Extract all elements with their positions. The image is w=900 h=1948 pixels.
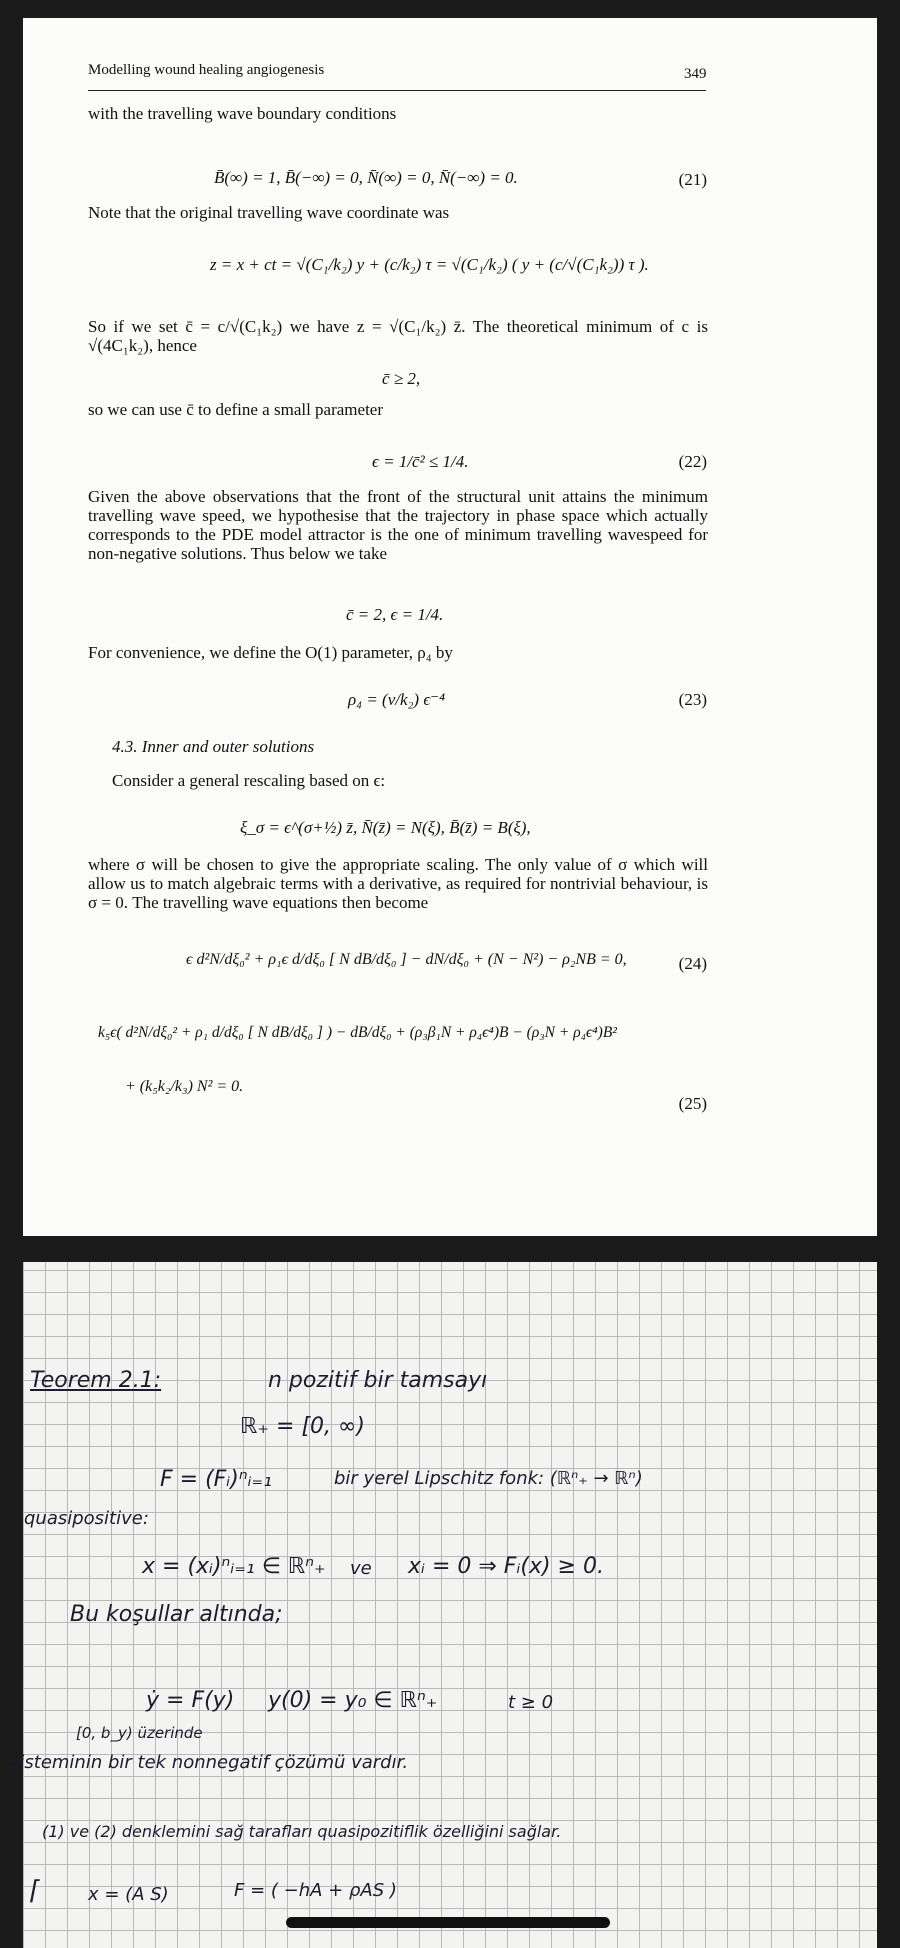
paper-page (23, 18, 877, 1236)
equation-rescale: ξ_σ = ϵ^(σ+½) z̄, N̄(z̄) = N(ξ), B̄(z̄) = B(ξ), (240, 818, 531, 837)
page-number: 349 (684, 66, 707, 82)
equation-25-line1: k₅ϵ( d²N/dξ₀² + ρ₁ d/dξ₀ [ N dB/dξ₀ ] ) − dB/dξ₀ + (ρ₃β₁N + ρ₄ϵ⁴)B − (ρ₃N + ρ₄ϵ⁴)B² (98, 1024, 617, 1041)
paragraph-cbar: So if we set c̄ = c/√(C₁k₂) we have z = √(C₁/k₂) z̄. The theoretical minimum of c is √(4C₁k₂), hence (88, 317, 708, 355)
text-line: Consider a general rescaling based on ϵ: (112, 771, 386, 790)
text-line: Note that the original travelling wave coordinate was (88, 203, 450, 222)
theorem-title: Teorem 2.1: (30, 1368, 162, 1393)
text-line: so we can use c̄ to define a small parameter (88, 400, 384, 419)
equation-21: B̄(∞) = 1, B̄(−∞) = 0, N̄(∞) = 0, N̄(−∞) = 0. (214, 168, 518, 187)
note-line: F = (Fᵢ)ⁿᵢ₌₁ (160, 1467, 272, 1492)
header-rule (88, 90, 706, 91)
equation-25-line2: + (k₅k₂/k₃) N² = 0. (125, 1078, 244, 1095)
note-line: n pozitif bir tamsayı (268, 1368, 488, 1393)
note-line: F = ( −hA + ρAS ) (234, 1880, 397, 1901)
equation-number-23: (23) (678, 690, 707, 709)
equation-cbar: c̄ ≥ 2, (382, 369, 421, 388)
paragraph-sigma: where σ will be chosen to give the appropriate scaling. The only value of σ which will allow us to match algebraic terms with a derivative, as required for nontrivial behaviour, is σ = 0. The travelling wave equations then become (88, 855, 708, 912)
note-line: x = (xᵢ)ⁿᵢ₌₁ ∈ ℝⁿ₊ (142, 1554, 326, 1579)
paragraph-observations: Given the above observations that the front of the structural unit attains the minimum travelling wave speed, we hypothesise that the trajectory in phase space which actually corresponds to the PDE model attractor is the one of minimum travelling wavespeed for non-negative solutions. Thus below we take (88, 487, 708, 563)
running-header-title: Modelling wound healing angiogenesis (88, 62, 325, 78)
bracket-mark: ⌈ (30, 1876, 41, 1906)
note-line: quasipositive: (24, 1508, 149, 1529)
equation-23: ρ₄ = (ν/k₂) ϵ⁻⁴ (348, 690, 446, 709)
equation-take: c̄ = 2, ϵ = 1/4. (346, 605, 444, 624)
equation-number-22: (22) (678, 452, 707, 471)
note-line: Bu koşullar altında; (70, 1602, 283, 1627)
note-line: t ≥ 0 (508, 1692, 554, 1713)
equation-number-25: (25) (678, 1094, 707, 1113)
text-line: with the travelling wave boundary conditions (88, 104, 397, 123)
note-line: ẏ = F(y) (146, 1688, 235, 1713)
note-line: sisteminin bir tek nonnegatif çözümü vardır. (10, 1752, 409, 1773)
equation-number-24: (24) (678, 954, 707, 973)
note-line: bir yerel Lipschitz fonk: (ℝⁿ₊ → ℝⁿ) (334, 1468, 643, 1489)
home-indicator[interactable] (286, 1917, 610, 1928)
note-line: [0, b_y) üzerinde (76, 1724, 203, 1742)
equation-number-21: (21) (678, 170, 707, 189)
equation-z: z = x + ct = √(C₁/k₂) y + (c/k₂) τ = √(C₁/k₂) ( y + (c/√(C₁k₂)) τ ). (210, 255, 649, 274)
note-line: (1) ve (2) denklemini sağ tarafları quasipozitiflik özelliğini sağlar. (42, 1822, 562, 1841)
section-heading: 4.3. Inner and outer solutions (112, 737, 315, 756)
note-line: y(0) = y₀ ∈ ℝⁿ₊ (268, 1688, 438, 1713)
equation-24: ϵ d²N/dξ₀² + ρ₁ϵ d/dξ₀ [ N dB/dξ₀ ] − dN/dξ₀ + (N − N²) − ρ₂NB = 0, (186, 951, 627, 968)
equation-22: ϵ = 1/c̄² ≤ 1/4. (372, 452, 469, 471)
text-line: For convenience, we define the O(1) parameter, ρ₄ by (88, 643, 453, 662)
note-line: ℝ₊ = [0, ∞) (240, 1414, 365, 1439)
note-line: ve (350, 1558, 372, 1579)
note-line: x = (A S) (88, 1884, 169, 1905)
note-line: xᵢ = 0 ⇒ Fᵢ(x) ≥ 0. (408, 1554, 604, 1579)
